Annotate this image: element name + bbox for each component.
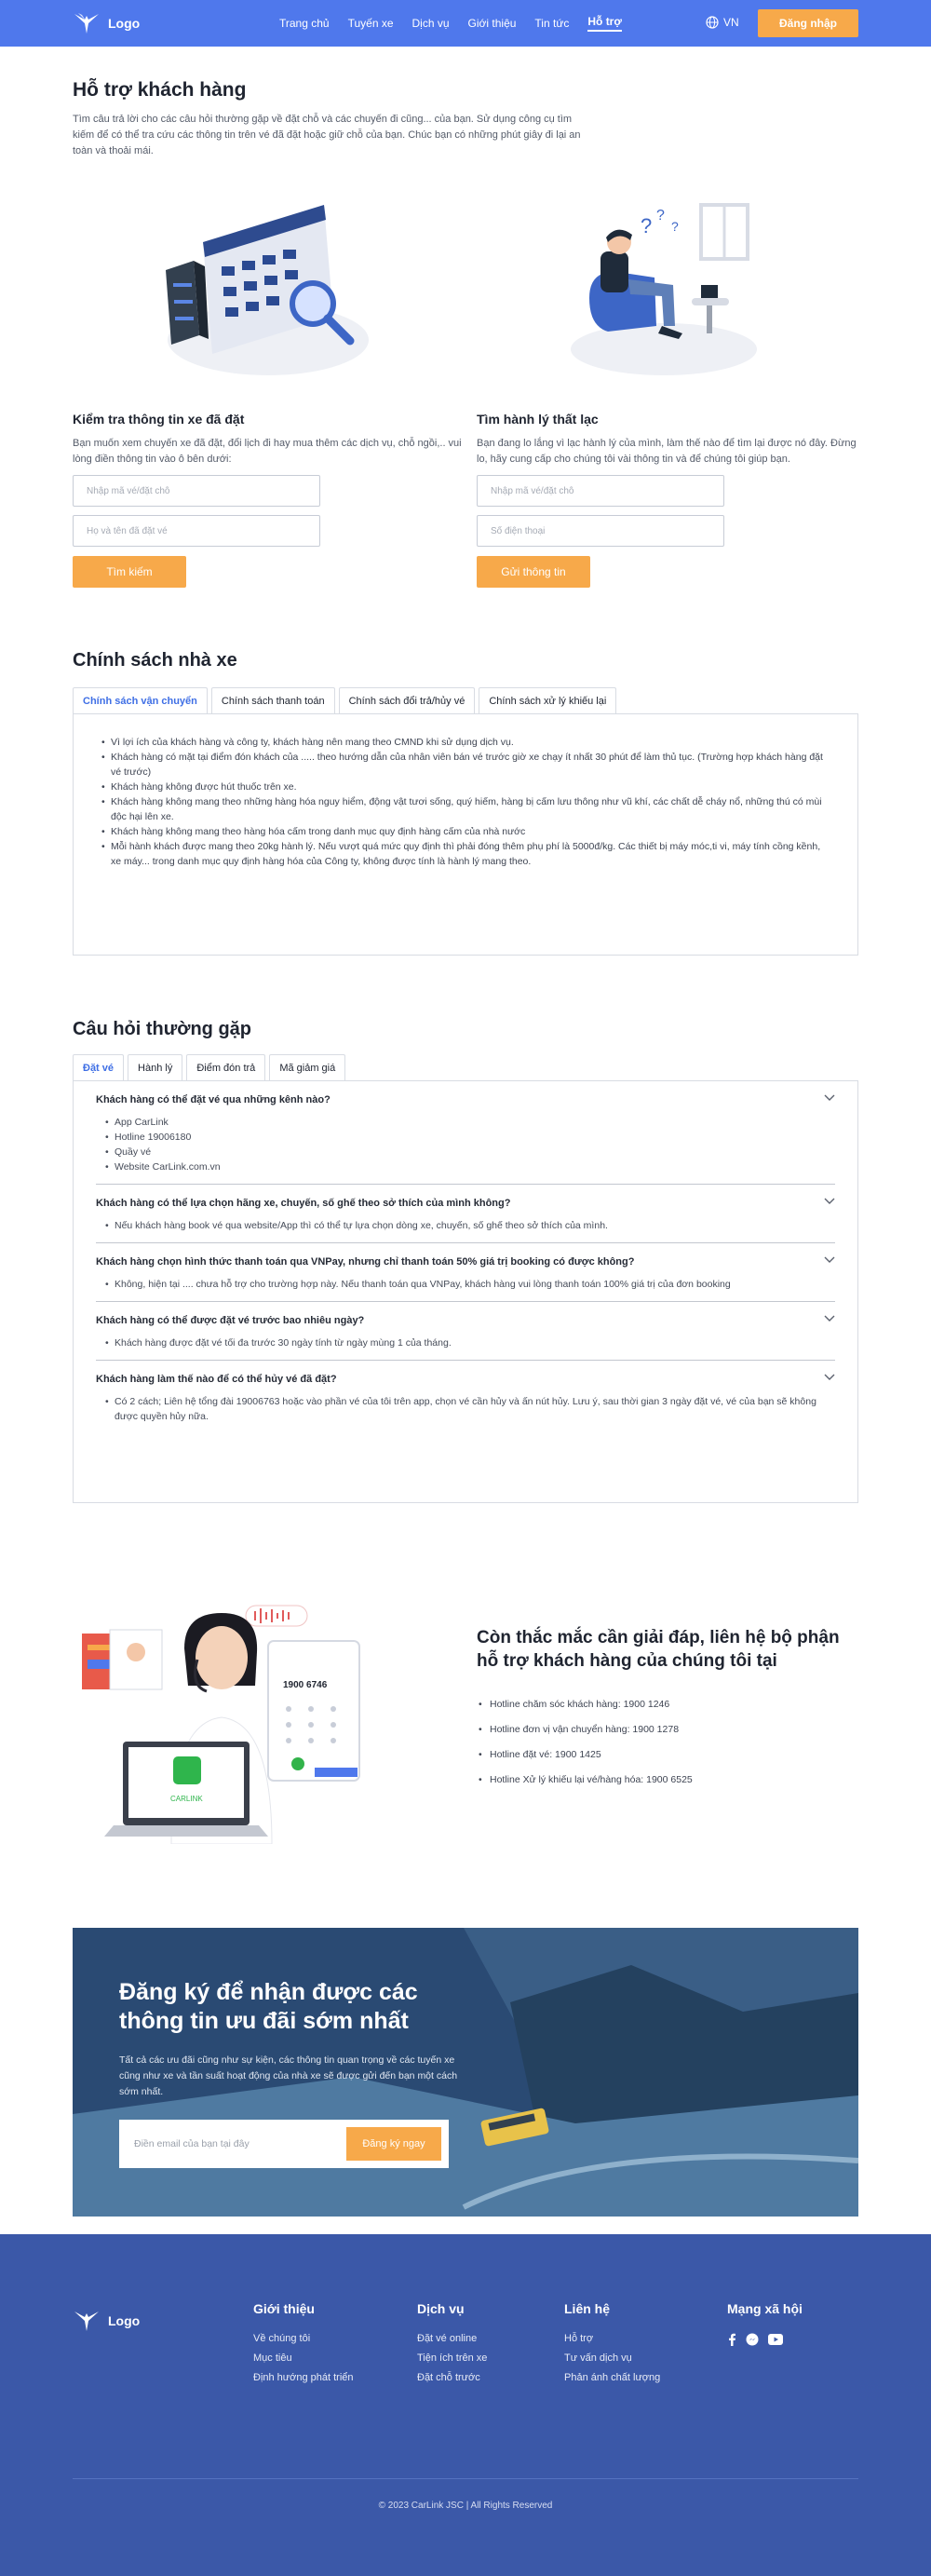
confused-person-illustration [552, 186, 776, 382]
laptop-brand-text: CARLINK [170, 1795, 203, 1803]
check-ticket-description: Bạn muốn xem chuyến xe đã đặt, đổi lịch đi hay mua thêm các dịch vụ, chỗ ngồi,.. vui lòng điền thông tin vào ô bên dưới: [73, 438, 462, 465]
policy-item: • Mỗi hành khách được mang theo 20kg hành lý. Nếu vượt quá mức quy định thì phải đóng thêm phụ phí là 5000đ/kg. Các thiết bị máy móc,ti vi, máy tính cồng kềnh, xe máy... trong danh mục quy định hàng hóa của Công ty, không được tính là hành lý mang theo. [101, 839, 830, 869]
logo[interactable] [73, 11, 140, 35]
faq-question: Khách hàng có thể lựa chọn hãng xe, chuyến, số ghế theo sở thích của mình không? [96, 1198, 511, 1209]
messenger-icon[interactable] [746, 2333, 759, 2346]
chevron-down-icon[interactable] [824, 1094, 835, 1102]
faq-answer-item: • Khách hàng được đặt vé tối đa trước 30 ngày tính từ ngày mùng 1 của tháng. [105, 1335, 835, 1350]
faq-question: Khách hàng chọn hình thức thanh toán qua VNPay, nhưng chỉ thanh toán 50% giá trị booking có được không? [96, 1256, 635, 1268]
nav-routes[interactable]: Tuyến xe [347, 17, 394, 30]
hotline-item: • Hotline chăm sóc khách hàng: 1900 1246 [477, 1699, 693, 1710]
data-search-illustration [147, 186, 371, 382]
faq-answer-item: • Có 2 cách; Liên hệ tổng đài 19006763 hoặc vào phần vé của tôi trên app, chọn vé cần hủy và ấn nút hủy. Lưu ý, sau thời gian 3 ngày đặt vé, vé của bạn sẽ không được quyền hủy nữa. [105, 1394, 835, 1424]
login-button[interactable]: Đăng nhập [758, 9, 858, 37]
footer-col-title: Giới thiệu [253, 2301, 315, 2316]
nav-support[interactable]: Hỗ trợ [587, 15, 622, 32]
check-ticket-title: Kiểm tra thông tin xe đã đặt [73, 412, 245, 427]
policy-item: • Khách hàng không mang theo những hàng hóa nguy hiểm, động vật tươi sống, quý hiếm, hàng bị cấm lưu thông như vũ khí, các chất dễ cháy nổ, những thú có mùi độc hại lên xe. [101, 794, 830, 824]
main-content [73, 47, 858, 2234]
ticket-code-input[interactable] [73, 475, 320, 507]
svg-text:?: ? [671, 219, 679, 234]
luggage-ticket-code-input[interactable] [477, 475, 724, 507]
phone-number-text: 1900 6746 [283, 1680, 328, 1690]
faq-item[interactable] [96, 1185, 835, 1243]
chevron-down-icon[interactable] [824, 1198, 835, 1205]
subscribe-description: Tất cả các ưu đãi cũng như sự kiện, các thông tin quan trọng về các tuyến xe cũng như xe và tần suất hoạt động của nhà xe sẽ được gửi đến bạn một cách sớm nhất. [119, 2054, 458, 2097]
tab-payment-policy[interactable]: Chính sách thanh toán [211, 687, 335, 713]
policy-section-title: Chính sách nhà xe [73, 650, 237, 671]
footer-col-title: Mạng xã hội [727, 2301, 803, 2316]
faq-item[interactable] [96, 1081, 835, 1185]
tab-refund-policy[interactable]: Chính sách đổi trả/hủy vé [339, 687, 476, 713]
page-description: Tìm câu trả lời cho các câu hỏi thường gặp về đặt chỗ và các chuyến đi cũng... của bạn. Sử dụng công cụ tìm kiếm để có thể tra cứu các thông tin trên vé đã đặt hoặc giữ chỗ của bạn. Chúc bạn có những phút giây đi lại an toàn và thoải mái. [73, 114, 581, 156]
subscribe-form [119, 2120, 449, 2168]
globe-icon [706, 16, 719, 29]
footer-link[interactable]: Tiện ích trên xe [417, 2352, 488, 2364]
tab-shipping-policy[interactable]: Chính sách vận chuyển [73, 687, 208, 713]
footer [0, 2234, 931, 2576]
subscribe-button[interactable]: Đăng ký ngay [346, 2127, 441, 2161]
policy-item: • Vì lợi ích của khách hàng và công ty, khách hàng nên mang theo CMND khi sử dụng dịch vụ. [101, 735, 830, 750]
nav-about[interactable]: Giới thiệu [467, 17, 517, 30]
footer-logo[interactable] [73, 2309, 140, 2333]
footer-logo-text: Logo [108, 2313, 141, 2328]
footer-col-services [417, 2301, 487, 2392]
chevron-down-icon[interactable] [824, 1374, 835, 1381]
main-nav [279, 0, 641, 47]
phone-number-input[interactable] [477, 515, 724, 547]
footer-link[interactable]: Hỗ trợ [564, 2333, 594, 2344]
faq-answer-item: • Website CarLink.com.vn [105, 1159, 835, 1174]
copyright-text: © 2023 CarLink JSC | All Rights Reserved [378, 2501, 553, 2511]
lost-luggage-description: Bạn đang lo lắng vì lạc hành lý của mình, làm thế nào để tìm lại được nó đây. Đừng lo, hãy cung cấp cho chúng tôi vài thông tin và để chúng tôi giúp bạn. [477, 438, 857, 465]
faq-answer [96, 1277, 835, 1292]
lost-luggage-title: Tìm hành lý thất lạc [477, 412, 599, 427]
send-info-button[interactable]: Gửi thông tin [477, 556, 590, 588]
subscribe-title: Đăng ký để nhận được các thông tin ưu đãi sớm nhất [119, 1979, 418, 2034]
faq-answer-item: • Quầy vé [105, 1145, 835, 1159]
bird-logo-icon [73, 11, 101, 35]
hotline-item: • Hotline Xử lý khiếu lại vé/hàng hóa: 1900 6525 [477, 1774, 693, 1785]
footer-link[interactable]: Về chúng tôi [253, 2333, 311, 2344]
nav-news[interactable]: Tin tức [534, 17, 570, 30]
nav-services[interactable]: Dịch vụ [412, 17, 450, 30]
tab-discount-code[interactable]: Mã giảm giá [269, 1054, 345, 1080]
faq-answer [96, 1115, 835, 1174]
footer-link[interactable]: Đặt vé online [417, 2333, 478, 2344]
email-input[interactable] [127, 2127, 331, 2161]
footer-col-title: Dịch vụ [417, 2301, 465, 2316]
faq-panel [73, 1080, 858, 1503]
policy-item: • Khách hàng không mang theo hàng hóa cấm trong danh mục quy định hàng cấm của nhà nước [101, 824, 830, 839]
bird-logo-icon [73, 2309, 101, 2333]
footer-col-title: Liên hệ [564, 2301, 611, 2316]
faq-answer-item: • Nếu khách hàng book vé qua website/App thì có thể tự lựa chọn dòng xe, chuyến, số ghế theo sở thích của mình. [105, 1218, 835, 1233]
faq-item[interactable] [96, 1243, 835, 1302]
faq-question: Khách hàng làm thế nào để có thể hủy vé đã đặt? [96, 1374, 337, 1385]
policy-item: • Khách hàng không được hút thuốc trên xe. [101, 780, 830, 794]
faq-item[interactable] [96, 1361, 835, 1433]
faq-answer [96, 1394, 835, 1424]
footer-col-contact [564, 2301, 660, 2392]
social-icons [727, 2333, 803, 2346]
faq-item[interactable] [96, 1302, 835, 1361]
footer-col-about [253, 2301, 354, 2392]
faq-question: Khách hàng có thể được đặt vé trước bao nhiêu ngày? [96, 1315, 365, 1326]
faq-section-title: Câu hỏi thường gặp [73, 1019, 252, 1039]
youtube-icon[interactable] [768, 2334, 783, 2345]
passenger-name-input[interactable] [73, 515, 320, 547]
subscribe-banner [73, 1928, 858, 2217]
top-navbar [0, 0, 931, 47]
footer-col-social [727, 2301, 803, 2346]
hotline-list [477, 1699, 693, 1799]
policy-item: • Khách hàng có mặt tại điểm đón khách của ..... theo hướng dẫn của nhân viên bán vé trước giờ xe chạy ít nhất 30 phút để làm thủ tục. (Trường hợp khách hàng đặt vé trước) [101, 750, 830, 780]
hotline-item: • Hotline đặt vé: 1900 1425 [477, 1749, 693, 1760]
tab-luggage[interactable]: Hành lý [128, 1054, 182, 1080]
faq-answer-item: • App CarLink [105, 1115, 835, 1130]
faq-answer [96, 1218, 835, 1233]
tab-pickup-dropoff[interactable]: Điểm đón trả [186, 1054, 265, 1080]
language-selector[interactable] [706, 16, 739, 29]
footer-link[interactable]: Đặt chỗ trước [417, 2372, 480, 2383]
footer-link[interactable]: Mục tiêu [253, 2352, 292, 2364]
svg-text:?: ? [656, 208, 665, 224]
faq-tabs [73, 1054, 345, 1080]
logo-text: Logo [108, 16, 141, 31]
faq-answer-item: • Không, hiện tại .... chưa hỗ trợ cho trường hợp này. Nếu thanh toán qua VNPay, khách hàng vui lòng thanh toán 100% giá trị của đơn booking [105, 1277, 835, 1292]
chevron-down-icon[interactable] [824, 1315, 835, 1322]
faq-answer-item: • Hotline 19006180 [105, 1130, 835, 1145]
footer-link[interactable]: Tư vấn dịch vụ [564, 2352, 632, 2364]
footer-link[interactable]: Phản ánh chất lượng [564, 2372, 661, 2383]
contact-title: Còn thắc mắc cần giải đáp, liên hệ bộ phận hỗ trợ khách hàng của chúng tôi tại [477, 1628, 840, 1671]
nav-home[interactable]: Trang chủ [279, 17, 330, 30]
question-mark-icon: ? [641, 214, 653, 237]
chevron-down-icon[interactable] [824, 1256, 835, 1264]
policy-panel [73, 713, 858, 956]
policy-tabs [73, 687, 616, 713]
policy-list [74, 714, 857, 869]
faq-question: Khách hàng có thể đặt vé qua những kênh nào? [96, 1094, 331, 1105]
footer-link[interactable]: Định hướng phát triển [253, 2372, 354, 2383]
facebook-icon[interactable] [727, 2333, 736, 2346]
tab-complaint-policy[interactable]: Chính sách xử lý khiếu lại [479, 687, 616, 713]
faq-answer [96, 1335, 835, 1350]
hotline-item: • Hotline đơn vị vận chuyển hàng: 1900 1278 [477, 1724, 693, 1735]
page-title: Hỗ trợ khách hàng [73, 79, 247, 101]
footer-divider [73, 2478, 858, 2479]
search-ticket-button[interactable]: Tìm kiếm [73, 556, 186, 588]
tab-booking[interactable]: Đặt vé [73, 1054, 124, 1080]
customer-support-illustration [82, 1593, 380, 1844]
language-label: VN [723, 16, 739, 29]
